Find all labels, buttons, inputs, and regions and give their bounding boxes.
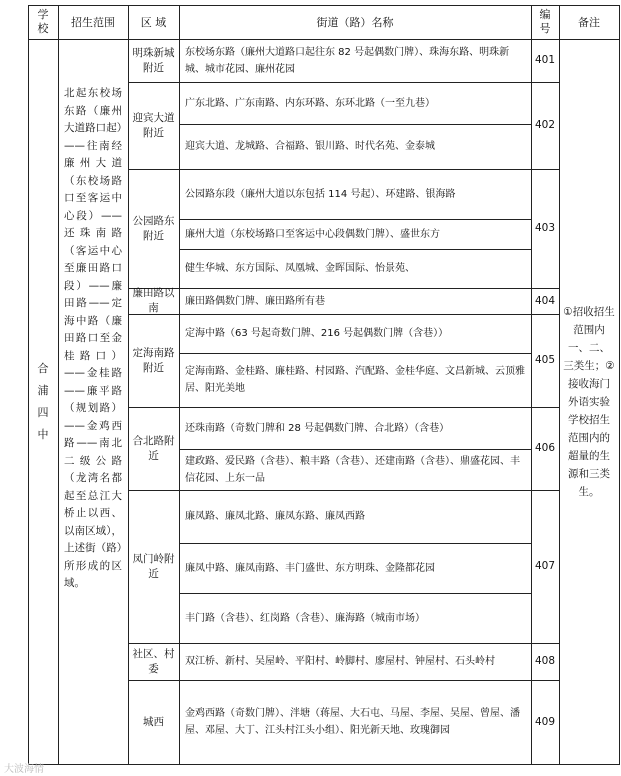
enrollment-scope xyxy=(58,85,128,725)
number-text: 402 xyxy=(534,119,556,131)
enrollment-scope-text: 北起东校场东路（廉州大道路口起）——往南经廉州大道（东校场路口至客运中心段）——还珠南路（客运中心至廉田路口段）——廉田路——定海中路（廉田路口至金桂路口）——金桂路——廉平路（规划路）——金鸡西路——南北二级公路（龙湾名都起至总江大桥止以西、以南区域），上述街（路）所形成的区域。 xyxy=(64,87,122,589)
street-cell xyxy=(179,407,531,449)
number-text: 405 xyxy=(534,354,556,366)
street-cell xyxy=(179,124,531,169)
header-area-text: 区 域 xyxy=(140,15,167,29)
street-text: 迎宾大道、龙城路、合福路、银川路、时代名苑、金泰城 xyxy=(185,141,435,152)
street-cell xyxy=(179,249,531,288)
number-cell xyxy=(531,288,559,314)
number-cell xyxy=(531,314,559,407)
area-cell xyxy=(128,314,179,407)
number-text: 401 xyxy=(534,54,556,66)
header-school-text: 学校 xyxy=(37,8,49,35)
street-text: 廉州大道（东校场路口至客运中心段偶数门牌）、盛世东方 xyxy=(185,228,440,240)
area-cell xyxy=(128,490,179,643)
number-cell xyxy=(531,680,559,764)
area-text: 社区、村委 xyxy=(132,647,175,675)
school-name xyxy=(28,39,58,764)
street-cell xyxy=(179,449,531,490)
area-text: 廉田路以南 xyxy=(132,287,175,314)
area-text: 城西 xyxy=(143,715,164,728)
street-cell xyxy=(179,353,531,407)
number-text: 404 xyxy=(534,294,556,307)
street-cell xyxy=(179,643,531,680)
area-cell xyxy=(128,680,179,764)
street-text: 定海中路（63 号起奇数门牌、216 号起偶数门牌（含巷）） xyxy=(185,328,449,339)
header-scope xyxy=(58,5,128,39)
street-text: 双江桥、新村、吴屋岭、平阳村、岭脚村、廖屋村、钟屋村、石头岭村 xyxy=(185,656,495,667)
number-text: 409 xyxy=(534,715,556,728)
area-text: 凤门岭附近 xyxy=(132,552,175,580)
grid-line-v xyxy=(619,5,620,765)
street-cell xyxy=(179,680,531,764)
number-text: 406 xyxy=(534,442,556,454)
street-text: 金鸡西路（奇数门牌）、泮塘（蒋屋、大石屯、马屋、李屋、吴屋、曾屋、潘屋、邓屋、大丁、江头村江头小组）、阳光新天地、玫瑰御园 xyxy=(185,708,520,736)
street-text: 廉凤路、廉凤北路、廉凤东路、廉凤西路 xyxy=(185,511,365,522)
street-cell xyxy=(179,314,531,353)
street-text: 建政路、爱民路（含巷）、粮丰路（含巷）、还建南路（含巷）、鼎盛花园、丰信花园、上东一品 xyxy=(185,455,520,484)
remark-text: ①招收招生范围内一、二、三类生；②接收海门外语实验学校招生范围内的超量的生源和三类生。 xyxy=(563,305,615,498)
number-cell xyxy=(531,643,559,680)
header-remark-text: 备注 xyxy=(578,15,600,29)
school-name-text: 合浦四中 xyxy=(37,361,49,441)
street-cell xyxy=(179,39,531,82)
header-scope-text: 招生范围 xyxy=(71,15,115,29)
street-cell xyxy=(179,543,531,593)
area-text: 明珠新城附近 xyxy=(132,46,175,74)
street-text: 健生华城、东方国际、凤凰城、金晖国际、怡景苑、 xyxy=(185,263,415,274)
street-cell xyxy=(179,219,531,249)
area-text: 迎宾大道附近 xyxy=(132,111,175,139)
street-text: 公园路东段（廉州大道以东包括 114 号起）、环建路、银海路 xyxy=(185,188,456,200)
number-text: 403 xyxy=(534,222,556,234)
street-cell xyxy=(179,490,531,543)
street-cell xyxy=(179,593,531,643)
area-text: 合北路附近 xyxy=(132,434,175,462)
number-cell xyxy=(531,407,559,490)
area-cell xyxy=(128,82,179,169)
street-cell xyxy=(179,169,531,219)
area-cell xyxy=(128,169,179,288)
street-text: 廉凤中路、廉凤南路、丰门盛世、东方明珠、金隆都花园 xyxy=(185,562,435,574)
street-text: 东校场东路（廉州大道路口起往东 82 号起偶数门牌）、珠海东路、明珠新城、城市花园、廉州花园 xyxy=(185,46,510,75)
area-cell xyxy=(128,407,179,490)
street-text: 还珠南路（奇数门牌和 28 号起偶数门牌、合北路）（含巷） xyxy=(185,422,450,434)
area-text: 公园路东附近 xyxy=(132,214,175,242)
header-area xyxy=(128,5,179,39)
number-cell xyxy=(531,169,559,288)
number-cell xyxy=(531,490,559,643)
street-cell xyxy=(179,288,531,314)
header-number xyxy=(531,5,559,39)
area-cell xyxy=(128,288,179,314)
header-number-text: 编号 xyxy=(539,8,551,35)
street-cell xyxy=(179,82,531,124)
header-streets xyxy=(179,5,531,39)
number-text: 407 xyxy=(534,560,556,572)
street-text: 丰门路（含巷）、红岗路（含巷）、廉海路（城南市场） xyxy=(185,612,425,624)
area-cell xyxy=(128,643,179,680)
street-text: 定海南路、金桂路、廉桂路、村园路、汽配路、金桂华庭、文昌新城、云顶雅居、阳光美地 xyxy=(185,366,525,394)
watermark xyxy=(4,760,44,775)
header-school xyxy=(28,5,58,39)
street-text: 廉田路偶数门牌、廉田路所有巷 xyxy=(185,295,325,307)
area-text: 定海南路附近 xyxy=(132,346,175,374)
area-cell xyxy=(128,39,179,82)
street-text: 广东北路、广东南路、内东环路、东环北路（一至九巷） xyxy=(185,97,435,109)
number-text: 408 xyxy=(534,655,556,667)
header-remark xyxy=(559,5,619,39)
remark xyxy=(559,39,619,764)
header-streets-text: 街道（路）名称 xyxy=(316,15,394,29)
watermark-text: 大波海情 xyxy=(4,764,44,775)
number-cell xyxy=(531,39,559,82)
number-cell xyxy=(531,82,559,169)
